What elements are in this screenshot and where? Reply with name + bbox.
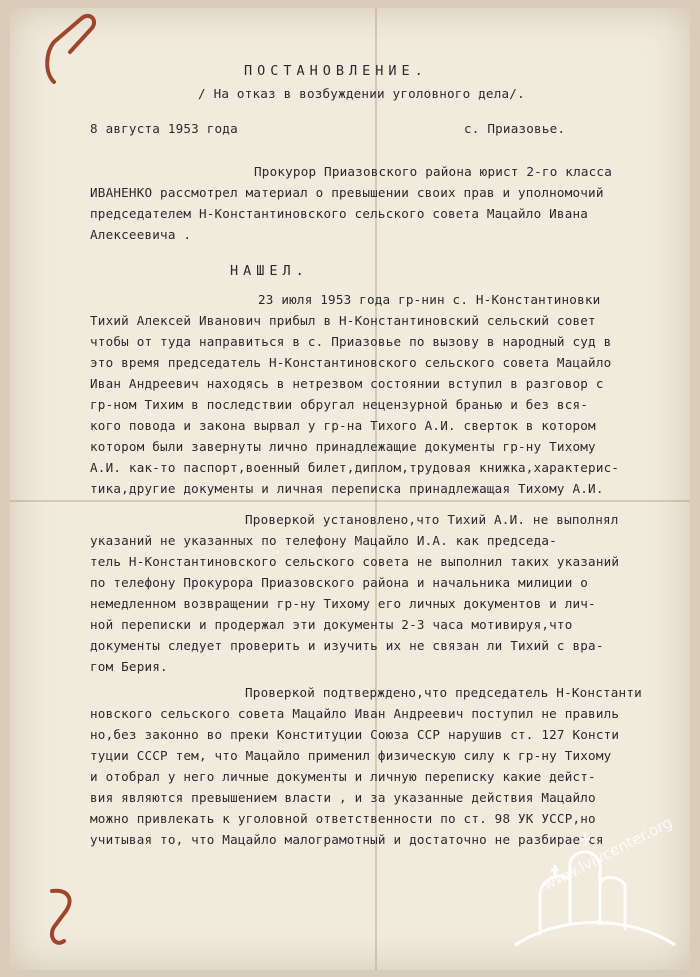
text-line: Проверкой установлено,что Тихий А.И. не выполнял xyxy=(245,512,619,527)
text-line: и отобрал у него личные документы и личную переписку какие дейст- xyxy=(90,769,596,784)
text-line: учитывая то, что Мацайло малограмотный и достаточно не разбирается xyxy=(90,832,604,847)
text-line: А.И. как-то паспорт,военный билет,диплом,трудовая книжка,характерис- xyxy=(90,460,620,475)
text-line: ной переписки и продержал эти документы 2-3 часа мотивируя,что xyxy=(90,617,573,632)
text-line: ИВАНЕНКО рассмотрел материал о превышении своих прав и уполномочий xyxy=(90,185,604,200)
text-line: Проверкой подтверждено,что председатель Н-Константи xyxy=(245,685,642,700)
lvivcenter-logo xyxy=(500,825,690,965)
text-line: гом Берия. xyxy=(90,659,168,674)
text-line: туции СССР тем, что Мацайло применил физическую силу к гр-ну Тихому xyxy=(90,748,612,763)
text-line: кого повода и закона вырвал у гр-на Тихого А.И. сверток в котором xyxy=(90,418,596,433)
text-line: указаний не указанных по телефону Мацайло И.А. как председа- xyxy=(90,533,557,548)
text-line: котором были завернуты лично принадлежащие документы гр-ну Тихому xyxy=(90,439,596,454)
fold-line-horizontal xyxy=(10,500,690,502)
text-line: Прокурор Приазовского района юрист 2-го класса xyxy=(254,164,612,179)
text-line: Иван Андреевич находясь в нетрезвом состоянии вступил в разговор с xyxy=(90,376,604,391)
document-place: с. Приазовье. xyxy=(464,121,566,136)
document-date: 8 августа 1953 года xyxy=(90,121,238,136)
text-line: председателем Н-Константиновского сельского совета Мацайло Ивана xyxy=(90,206,589,221)
text-line: немедленном возвращении гр-ну Тихому его личных документов и лич- xyxy=(90,596,596,611)
text-line: тика,другие документы и личная переписка принадлежащая Тихому А.И. xyxy=(90,481,604,496)
section-heading: НАШЕЛ. xyxy=(230,263,309,279)
paperclip-icon xyxy=(40,12,100,92)
text-line: гр-ном Тихим в последствии обругал нецензурной бранью и без вся- xyxy=(90,397,589,412)
text-line: вия являются превышением власти , и за указанные действия Мацайло xyxy=(90,790,596,805)
document-subtitle: / На отказ в возбуждении уголовного дела/. xyxy=(198,86,525,101)
paperclip-icon xyxy=(40,885,100,955)
document-title: ПОСТАНОВЛЕНИЕ. xyxy=(244,63,428,79)
text-line: Алексеевича . xyxy=(90,227,192,242)
text-line: но,без законно во преки Конституции Союза ССР нарушив ст. 127 Консти xyxy=(90,727,620,742)
text-line: можно привлекать к уголовной ответственности по ст. 98 УК УССР,но xyxy=(90,811,596,826)
text-line: Тихий Алексей Иванович прибыл в Н-Константиновский сельский совет xyxy=(90,313,596,328)
text-line: новского сельского совета Мацайло Иван Андреевич поступил не правиль xyxy=(90,706,620,721)
watermark-text: www.lvivcenter.org xyxy=(540,813,676,895)
text-line: чтобы от туда направиться в с. Приазовье по вызову в народный суд в xyxy=(90,334,612,349)
text-line: тель Н-Константиновского сельского совета не выполнил таких указаний xyxy=(90,554,620,569)
text-line: это время председатель Н-Константиновского сельского совета Мацайло xyxy=(90,355,612,370)
text-line: по телефону Прокурора Приазовского района и начальника милиции о xyxy=(90,575,589,590)
text-line: 23 июля 1953 года гр-нин с. Н-Константиновки xyxy=(258,292,601,307)
text-line: документы следует проверить и изучить их не связан ли Тихий с вра- xyxy=(90,638,604,653)
